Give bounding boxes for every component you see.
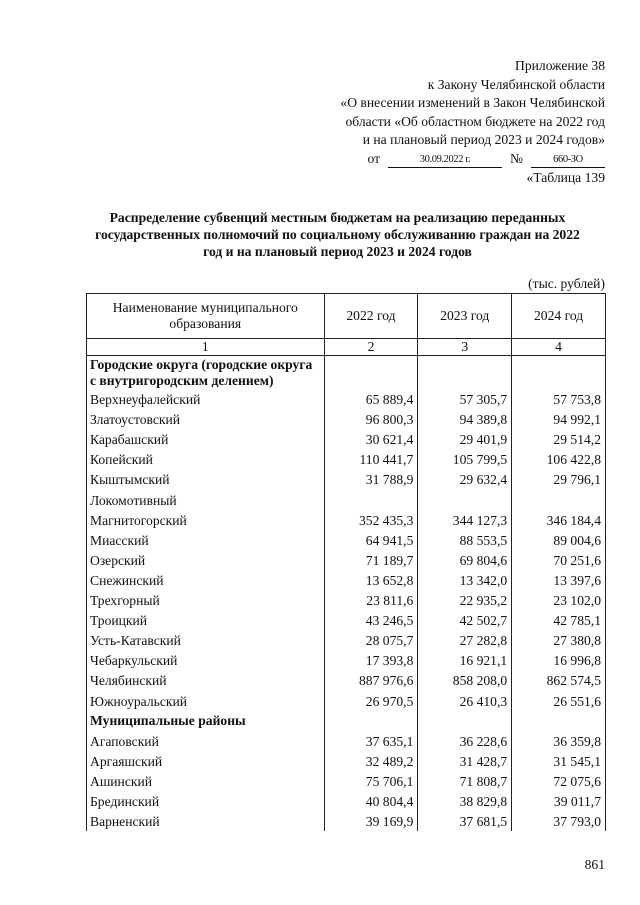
- amount-cell: 39 011,7: [512, 791, 606, 811]
- municipality-name: Снежинский: [87, 570, 325, 590]
- amount-cell: 16 921,1: [418, 650, 512, 670]
- amount-cell: 344 127,3: [418, 510, 512, 530]
- municipality-name: Челябинский: [87, 670, 325, 690]
- amount-cell: 27 380,8: [512, 630, 606, 650]
- column-number: 4: [512, 339, 606, 356]
- amount-cell: 30 621,4: [324, 429, 418, 449]
- municipality-name: Ашинский: [87, 771, 325, 791]
- table-row: [87, 389, 606, 409]
- amount-cell: 106 422,8: [512, 449, 606, 469]
- amount-cell: [512, 489, 606, 509]
- amount-cell: 71 189,7: [324, 550, 418, 570]
- municipality-name: Чебаркульский: [87, 650, 325, 670]
- amount-cell: 31 428,7: [418, 751, 512, 771]
- amount-cell: 37 635,1: [324, 731, 418, 751]
- appendix-line: Приложение 38: [515, 58, 605, 73]
- amount-cell: 13 397,6: [512, 570, 606, 590]
- amount-cell: 96 800,3: [324, 409, 418, 429]
- document-title: [70, 209, 605, 260]
- table-row: [87, 590, 606, 610]
- page-number: 861: [584, 857, 605, 872]
- amount-cell: 29 514,2: [512, 429, 606, 449]
- amount-cell: 23 811,6: [324, 590, 418, 610]
- amount-cell: 31 788,9: [324, 469, 418, 489]
- amount-cell: 110 441,7: [324, 449, 418, 469]
- amount-cell: 57 753,8: [512, 389, 606, 409]
- table-row: [87, 449, 606, 469]
- municipality-name: Троицкий: [87, 610, 325, 630]
- municipality-name: Аргаяшский: [87, 751, 325, 771]
- amount-cell: 26 410,3: [418, 690, 512, 710]
- header-2024: 2024 год: [512, 294, 606, 339]
- table-row: [87, 650, 606, 670]
- law-date-line: [245, 150, 605, 169]
- table-row: [87, 510, 606, 530]
- municipality-name: Южноуральский: [87, 690, 325, 710]
- amount-cell: [324, 489, 418, 509]
- table-row: [87, 610, 606, 630]
- table-row: [87, 429, 606, 449]
- amount-cell: 42 502,7: [418, 610, 512, 630]
- amount-cell: 42 785,1: [512, 610, 606, 630]
- amount-cell: 23 102,0: [512, 590, 606, 610]
- amount-cell: 858 208,0: [418, 670, 512, 690]
- empty-cell: [512, 356, 606, 390]
- title-line: государственных полномочий по социальному обслуживанию граждан на 2022: [95, 227, 580, 242]
- empty-cell: [418, 711, 512, 731]
- table-row: [87, 530, 606, 550]
- amount-cell: 94 389,8: [418, 409, 512, 429]
- amount-cell: 39 169,9: [324, 811, 418, 831]
- municipality-name: Трехгорный: [87, 590, 325, 610]
- law-date: 30.09.2022 г.: [388, 153, 502, 168]
- amount-cell: 887 976,6: [324, 670, 418, 690]
- amount-cell: 65 889,4: [324, 389, 418, 409]
- table-row: [87, 791, 606, 811]
- table-row: [87, 751, 606, 771]
- section-title: Муниципальные районы: [87, 711, 325, 731]
- column-number-row: [87, 339, 606, 356]
- header-2023: 2023 год: [418, 294, 512, 339]
- amount-cell: 64 941,5: [324, 530, 418, 550]
- amount-cell: 72 075,6: [512, 771, 606, 791]
- municipality-name: Брединский: [87, 791, 325, 811]
- table-header-row: [87, 294, 606, 339]
- amount-cell: 26 551,6: [512, 690, 606, 710]
- number-sign: №: [510, 150, 523, 166]
- municipality-name: Карабашский: [87, 429, 325, 449]
- amount-cell: 89 004,6: [512, 530, 606, 550]
- title-line: год и на плановый период 2023 и 2024 годов: [203, 244, 472, 259]
- table-row: [87, 690, 606, 710]
- municipality-name: Локомотивный: [87, 489, 325, 509]
- amount-cell: 69 804,6: [418, 550, 512, 570]
- municipality-name: Верхнеуфалейский: [87, 389, 325, 409]
- municipality-name: Миасский: [87, 530, 325, 550]
- empty-cell: [324, 356, 418, 390]
- table-row: [87, 469, 606, 489]
- amount-cell: 346 184,4: [512, 510, 606, 530]
- law-number: 660-ЗО: [531, 153, 605, 168]
- amount-cell: 27 282,8: [418, 630, 512, 650]
- municipality-name: Варненский: [87, 811, 325, 831]
- column-number: 1: [87, 339, 325, 356]
- amount-cell: 22 935,2: [418, 590, 512, 610]
- amount-cell: [418, 489, 512, 509]
- table-row: [87, 550, 606, 570]
- table-row: [87, 489, 606, 509]
- amount-cell: 16 996,8: [512, 650, 606, 670]
- amount-cell: 105 799,5: [418, 449, 512, 469]
- table-row: [87, 409, 606, 429]
- amount-cell: 26 970,5: [324, 690, 418, 710]
- table-row: [87, 630, 606, 650]
- header-2022: 2022 год: [324, 294, 418, 339]
- amount-cell: 38 829,8: [418, 791, 512, 811]
- amount-cell: 13 652,8: [324, 570, 418, 590]
- amount-cell: 28 075,7: [324, 630, 418, 650]
- amount-cell: 29 632,4: [418, 469, 512, 489]
- section-row: [87, 356, 606, 390]
- municipality-name: Златоустовский: [87, 409, 325, 429]
- appendix-line: «О внесении изменений в Закон Челябинской: [340, 95, 605, 110]
- column-number: 3: [418, 339, 512, 356]
- municipality-name: Кыштымский: [87, 469, 325, 489]
- column-number: 2: [324, 339, 418, 356]
- municipality-name: Усть-Катавский: [87, 630, 325, 650]
- from-label: от: [367, 150, 381, 166]
- header-municipality: Наименование муниципального образования: [87, 294, 325, 339]
- amount-cell: 40 804,4: [324, 791, 418, 811]
- empty-cell: [324, 711, 418, 731]
- empty-cell: [418, 356, 512, 390]
- amount-cell: 43 246,5: [324, 610, 418, 630]
- table-row: [87, 670, 606, 690]
- municipality-name: Озерский: [87, 550, 325, 570]
- appendix-line: области «Об областном бюджете на 2022 год: [345, 113, 605, 129]
- amount-cell: 29 796,1: [512, 469, 606, 489]
- appendix-line: и на плановый период 2023 и 2024 годов»: [362, 132, 605, 147]
- appendix-line: к Закону Челябинской области: [427, 76, 605, 92]
- table-row: [87, 570, 606, 590]
- amount-cell: 862 574,5: [512, 670, 606, 690]
- table-row: [87, 811, 606, 831]
- amount-cell: 352 435,3: [324, 510, 418, 530]
- section-row: [87, 711, 606, 731]
- amount-cell: 57 305,7: [418, 389, 512, 409]
- units-label: (тыс. рублей): [528, 276, 605, 291]
- table-row: [87, 771, 606, 791]
- table-number: «Таблица 139: [526, 170, 605, 185]
- amount-cell: 31 545,1: [512, 751, 606, 771]
- municipality-name: Агаповский: [87, 731, 325, 751]
- amount-cell: 17 393,8: [324, 650, 418, 670]
- amount-cell: 36 228,6: [418, 731, 512, 751]
- amount-cell: 32 489,2: [324, 751, 418, 771]
- amount-cell: 71 808,7: [418, 771, 512, 791]
- amount-cell: 36 359,8: [512, 731, 606, 751]
- amount-cell: 70 251,6: [512, 550, 606, 570]
- amount-cell: 29 401,9: [418, 429, 512, 449]
- amount-cell: 75 706,1: [324, 771, 418, 791]
- appendix-header: [245, 57, 605, 168]
- amount-cell: 88 553,5: [418, 530, 512, 550]
- section-title: Городские округа (городские округа с внутригородским делением): [87, 356, 325, 390]
- amount-cell: 94 992,1: [512, 409, 606, 429]
- amount-cell: 37 681,5: [418, 811, 512, 831]
- municipality-name: Магнитогорский: [87, 510, 325, 530]
- table-row: [87, 731, 606, 751]
- municipality-name: Копейский: [87, 449, 325, 469]
- title-line: Распределение субвенций местным бюджетам на реализацию переданных: [109, 210, 566, 225]
- subvention-table: [86, 293, 606, 831]
- amount-cell: 13 342,0: [418, 570, 512, 590]
- empty-cell: [512, 711, 606, 731]
- amount-cell: 37 793,0: [512, 811, 606, 831]
